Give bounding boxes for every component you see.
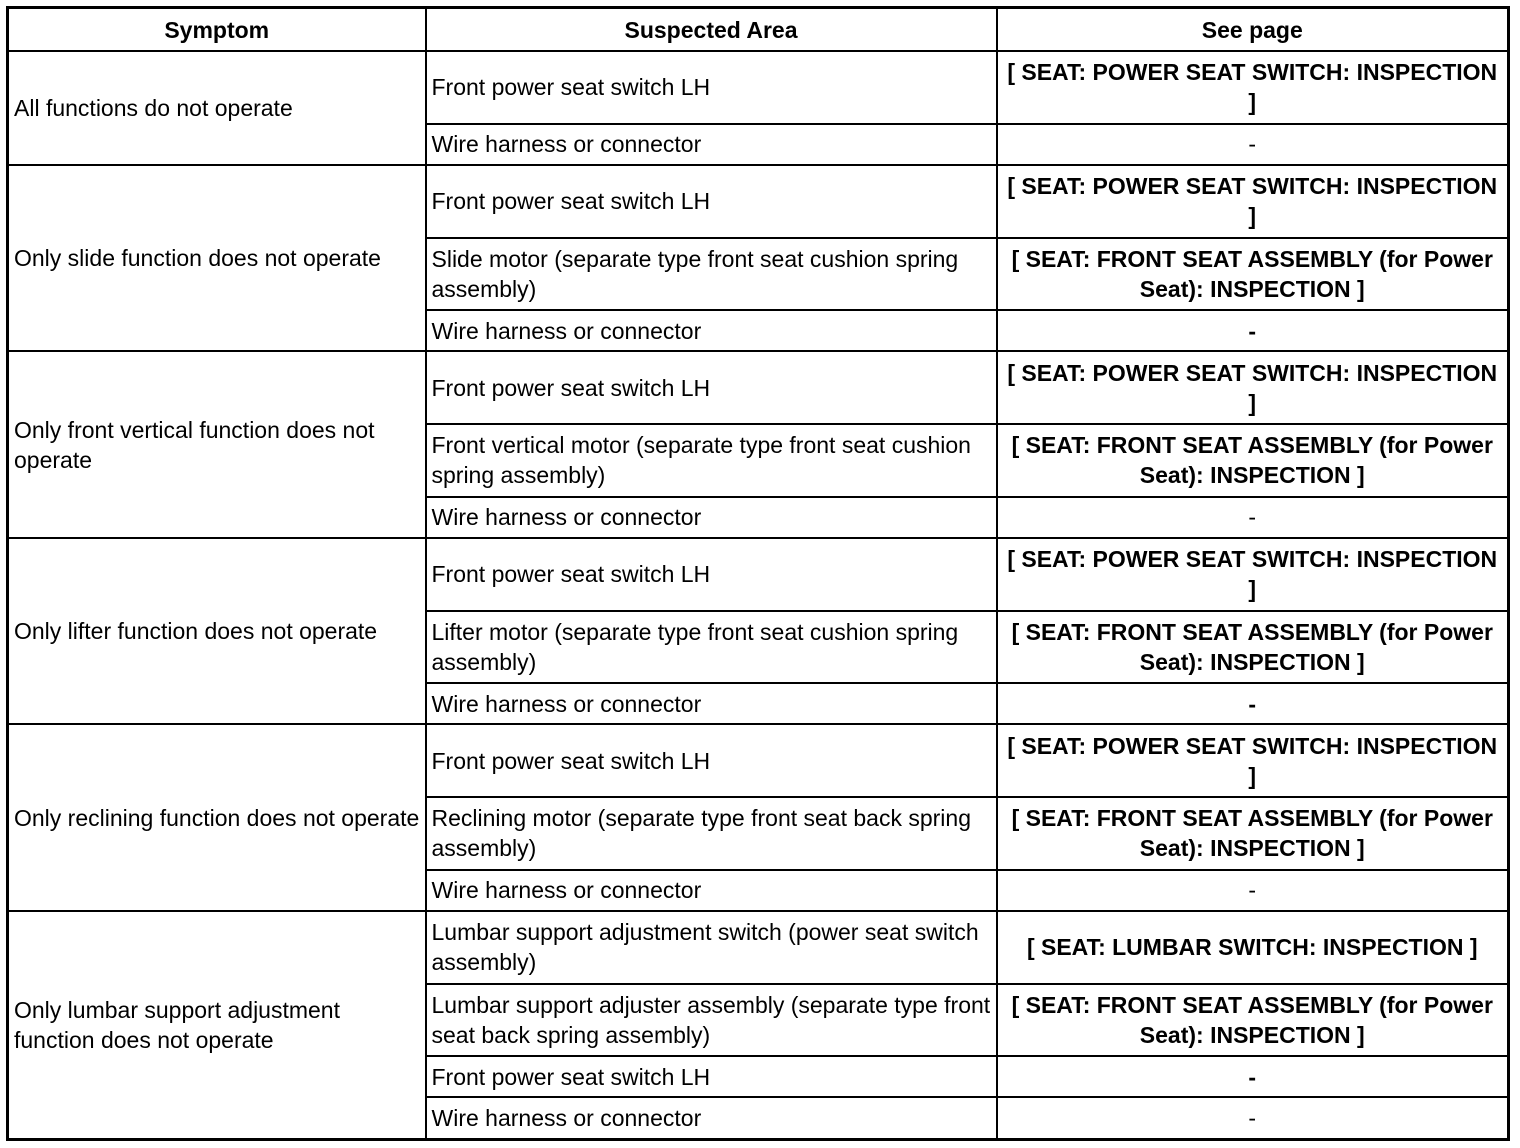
see-page-cell: - (997, 870, 1509, 911)
suspected-area-cell: Lumbar support adjustment switch (power seat switch assembly) (426, 911, 997, 984)
see-page-cell: - (997, 683, 1509, 724)
see-page-link[interactable]: [ SEAT: POWER SEAT SWITCH: INSPECTION ] (997, 351, 1509, 424)
symptom-cell: All functions do not operate (8, 51, 426, 165)
suspected-area-cell: Front power seat switch LH (426, 538, 997, 611)
suspected-area-cell: Front power seat switch LH (426, 724, 997, 797)
suspected-area-cell: Front power seat switch LH (426, 165, 997, 238)
suspected-area-cell: Wire harness or connector (426, 310, 997, 351)
symptom-cell: Only reclining function does not operate (8, 724, 426, 911)
see-page-cell: - (997, 1056, 1509, 1097)
see-page-link[interactable]: [ SEAT: LUMBAR SWITCH: INSPECTION ] (997, 911, 1509, 984)
see-page-cell: - (997, 497, 1509, 538)
suspected-area-cell: Lifter motor (separate type front seat cushion spring assembly) (426, 611, 997, 684)
see-page-link[interactable]: [ SEAT: FRONT SEAT ASSEMBLY (for Power Seat): INSPECTION ] (997, 984, 1509, 1057)
suspected-area-cell: Lumbar support adjuster assembly (separate type front seat back spring assembly) (426, 984, 997, 1057)
see-page-cell: - (997, 310, 1509, 351)
symptom-cell: Only lumbar support adjustment function does not operate (8, 911, 426, 1140)
suspected-area-cell: Front power seat switch LH (426, 1056, 997, 1097)
see-page-cell: - (997, 124, 1509, 165)
see-page-link[interactable]: [ SEAT: FRONT SEAT ASSEMBLY (for Power Seat): INSPECTION ] (997, 797, 1509, 870)
suspected-area-cell: Reclining motor (separate type front seat back spring assembly) (426, 797, 997, 870)
suspected-area-cell: Wire harness or connector (426, 683, 997, 724)
suspected-area-cell: Front power seat switch LH (426, 351, 997, 424)
table-row (8, 724, 1509, 797)
suspected-area-cell: Front power seat switch LH (426, 51, 997, 124)
see-page-link[interactable]: [ SEAT: FRONT SEAT ASSEMBLY (for Power Seat): INSPECTION ] (997, 424, 1509, 497)
header-see-page: See page (997, 8, 1509, 52)
suspected-area-cell: Wire harness or connector (426, 870, 997, 911)
table-row (8, 351, 1509, 424)
header-symptom: Symptom (8, 8, 426, 52)
see-page-link[interactable]: [ SEAT: POWER SEAT SWITCH: INSPECTION ] (997, 538, 1509, 611)
see-page-link[interactable]: [ SEAT: FRONT SEAT ASSEMBLY (for Power Seat): INSPECTION ] (997, 238, 1509, 311)
suspected-area-cell: Wire harness or connector (426, 1097, 997, 1139)
header-suspected-area: Suspected Area (426, 8, 997, 52)
symptom-table (6, 6, 1510, 1141)
suspected-area-cell: Wire harness or connector (426, 497, 997, 538)
table-row (8, 538, 1509, 611)
table-row (8, 165, 1509, 238)
symptom-cell: Only slide function does not operate (8, 165, 426, 352)
see-page-cell: - (997, 1097, 1509, 1139)
suspected-area-cell: Wire harness or connector (426, 124, 997, 165)
see-page-link[interactable]: [ SEAT: POWER SEAT SWITCH: INSPECTION ] (997, 165, 1509, 238)
symptom-cell: Only lifter function does not operate (8, 538, 426, 725)
suspected-area-cell: Slide motor (separate type front seat cushion spring assembly) (426, 238, 997, 311)
table-row (8, 911, 1509, 984)
suspected-area-cell: Front vertical motor (separate type front seat cushion spring assembly) (426, 424, 997, 497)
see-page-link[interactable]: [ SEAT: POWER SEAT SWITCH: INSPECTION ] (997, 51, 1509, 124)
table-row (8, 51, 1509, 124)
see-page-link[interactable]: [ SEAT: FRONT SEAT ASSEMBLY (for Power Seat): INSPECTION ] (997, 611, 1509, 684)
header-row (8, 8, 1509, 52)
see-page-link[interactable]: [ SEAT: POWER SEAT SWITCH: INSPECTION ] (997, 724, 1509, 797)
symptom-cell: Only front vertical function does not operate (8, 351, 426, 538)
